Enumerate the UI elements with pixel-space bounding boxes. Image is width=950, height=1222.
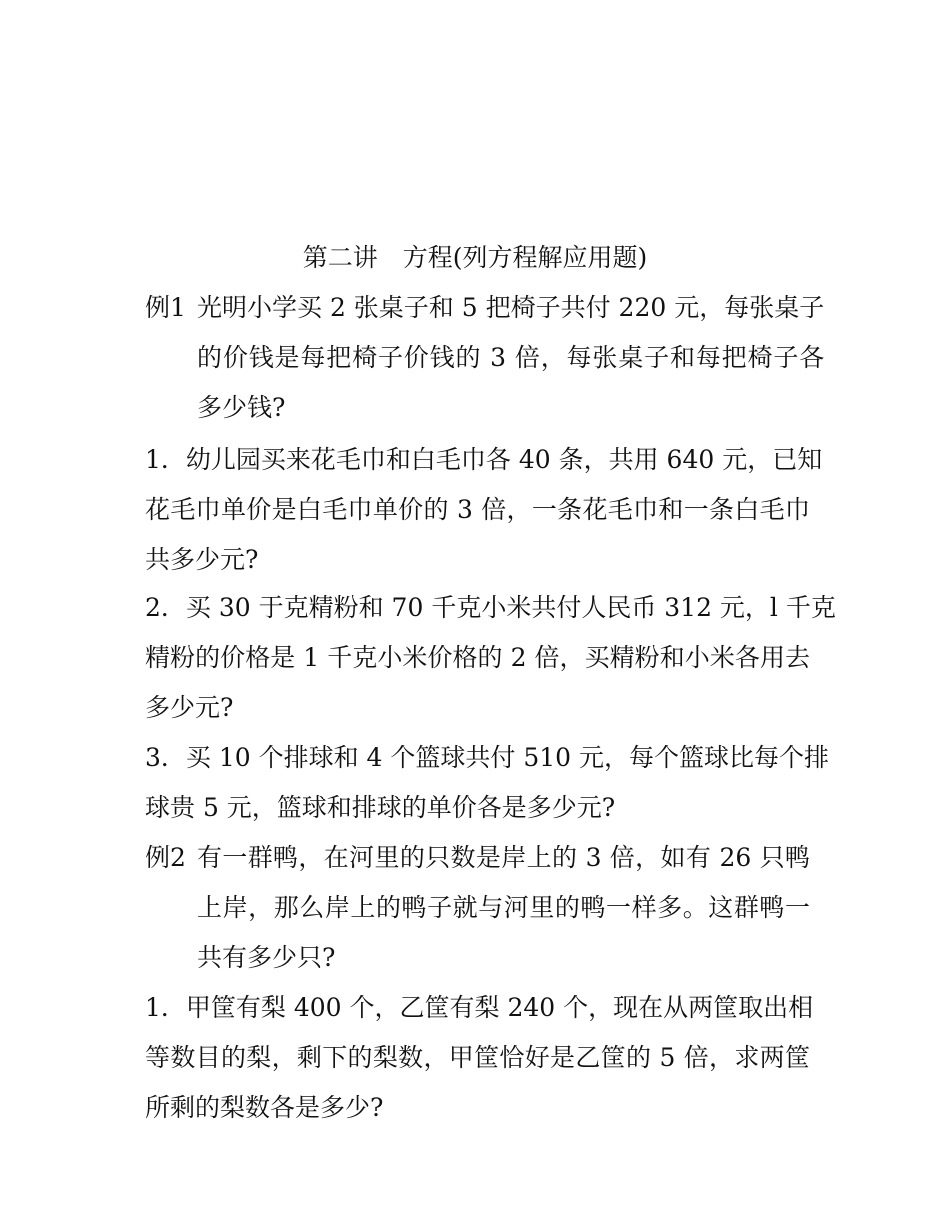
problem-1-3 — [145, 733, 830, 833]
text-line: 1．甲筐有梨 400 个，乙筐有梨 240 个，现在从两筐取出相 — [145, 993, 814, 1022]
text-line: 球贵 5 元，篮球和排球的单价各是多少元? — [145, 793, 616, 822]
example-1 — [145, 283, 825, 433]
text-line: 共多少元? — [145, 545, 259, 574]
page-title: 第二讲 方程(列方程解应用题) — [302, 243, 648, 272]
example-1-label: 例1 — [145, 293, 186, 322]
text-line: 多少钱? — [197, 393, 286, 422]
example-2-text — [197, 833, 810, 983]
text-line: 所剩的梨数各是多少? — [145, 1093, 384, 1122]
text-line: 上岸，那么岸上的鸭子就与河里的鸭一样多。这群鸭一 — [197, 893, 810, 922]
text-line: 1．幼儿园买来花毛巾和白毛巾各 40 条，共用 640 元，已知 — [145, 445, 823, 474]
text-line: 共有多少只? — [197, 943, 336, 972]
problem-1-2 — [145, 583, 836, 733]
example-1-text — [197, 283, 824, 433]
text-line: 有一群鸭，在河里的只数是岸上的 3 倍，如有 26 只鸭 — [197, 843, 810, 872]
text-line: 等数目的梨，剩下的梨数，甲筐恰好是乙筐的 5 倍，求两筐 — [145, 1043, 810, 1072]
text-line: 的价钱是每把椅子价钱的 3 倍，每张桌子和每把椅子各 — [197, 343, 825, 372]
example-2 — [145, 833, 810, 983]
text-line: 多少元? — [145, 693, 234, 722]
problem-1-1 — [145, 435, 823, 585]
text-line: 花毛巾单价是白毛巾单价的 3 倍，一条花毛巾和一条白毛巾 — [145, 495, 810, 524]
text-line: 精粉的价格是 1 千克小米价格的 2 倍，买精粉和小米各用去 — [145, 643, 810, 672]
text-line: 3．买 10 个排球和 4 个篮球共付 510 元，每个篮球比每个排 — [145, 743, 830, 772]
problem-2-1 — [145, 983, 814, 1133]
text-line: 2．买 30 于克精粉和 70 千克小米共付人民币 312 元，l 千克 — [145, 593, 836, 622]
example-2-label: 例2 — [145, 843, 186, 872]
text-line: 光明小学买 2 张桌子和 5 把椅子共付 220 元，每张桌子 — [197, 293, 825, 322]
